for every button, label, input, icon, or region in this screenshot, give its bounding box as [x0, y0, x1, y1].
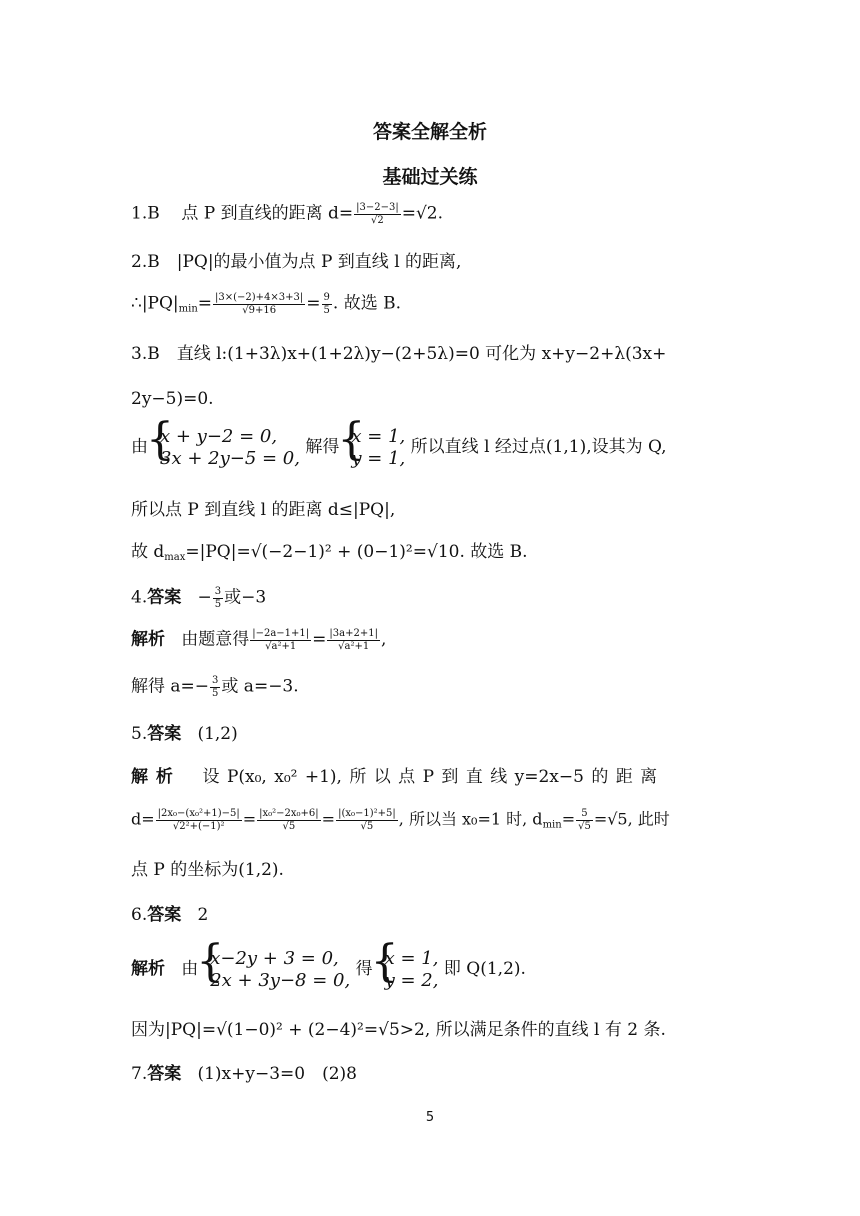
page-title: 答案全解全析: [372, 121, 487, 143]
q2-line2: $\therefore|PQ|_{min}=$ $\frac{|3\times(-2)+4\times 3+3|}{√9+16}$ = $\frac{9}{5}$ . 故选 B.: [131, 292, 402, 316]
q5-formula-line: d= $\frac{\text{|2x₀−(x₀²+1)−5|}}{\text{√2²+(−1)²}}$ = $\frac{\text{|x₀²−2x₀+6|}}{√5}$ = $\frac{\text{|(x₀−1)²+5|}}{√5}$ , 所以当 x₀=1 时, $d_{min}=$ $\frac{5}{√5}$ =√5, 此时: [131, 808, 670, 832]
q1-text: 点 P 到直线的距离 d=: [181, 203, 354, 224]
q6-solution-system: { x = 1, y = 2,: [373, 948, 439, 991]
q4-result-line: 解得 a=− $\frac{3}{5}$ 或 a=−3.: [131, 675, 299, 699]
q3-line3: 由 { x + y−2 = 0, 3x + 2y−5 = 0, 解得 { x = 1, y = 1, 所以直线 l 经过点(1,1),设其为 Q,: [131, 426, 667, 469]
q7-answer-line: 7.答案 (1)x+y−3=0 (2)8: [131, 1064, 357, 1084]
q6-answer-line: 6.答案 2: [131, 905, 209, 925]
q6-analysis-line: 解析 由 { x−2y + 3 = 0, 2x + 3y−8 = 0, 得 { x = 1, y = 2, 即 Q(1,2).: [131, 948, 526, 991]
q4-answer-fraction: $\frac{3}{5}$: [214, 586, 222, 610]
q4-answer-line: 4.答案 − $\frac{3}{5}$ 或−3: [131, 586, 267, 610]
q5-fraction-3: $\frac{\text{|(x₀−1)²+5|}}{√5}$: [338, 808, 396, 832]
q6-result-line: 因为|PQ|=√(1−0)² + (2−4)²=√5>2, 所以满足条件的直线 l 有 2 条.: [131, 1020, 666, 1040]
q5-result-line: 点 P 的坐标为(1,2).: [131, 860, 284, 880]
q2-fraction: $\frac{|3\times(-2)+4\times 3+3|}{√9+16}$: [215, 292, 304, 316]
q5-fraction-2: $\frac{\text{|x₀²−2x₀+6|}}{√5}$: [259, 808, 319, 832]
q6-answer-label: 答案: [147, 905, 182, 925]
q4-analysis-line: 解析 由题意得 $\frac{|-2a-1+1|}{\text{√a²+1}}$ = $\frac{|3a+2+1|}{\text{√a²+1}}$ ,: [131, 628, 387, 652]
q5-analysis-label: 解 析: [131, 767, 173, 787]
q4-result-fraction: $\frac{3}{5}$: [212, 675, 219, 699]
q3-line4: 所以点 P 到直线 l 的距离 d≤|PQ|,: [131, 500, 396, 520]
section-subtitle: 基础过关练: [382, 166, 478, 188]
q6-equation-system: { x−2y + 3 = 0, 2x + 3y−8 = 0,: [198, 948, 350, 991]
q3-solution-system: { x = 1, y = 1,: [339, 426, 405, 469]
q1-label: 1.B: [131, 203, 160, 224]
q5-fraction-4: $\frac{5}{√5}$: [578, 808, 591, 832]
q5-answer-line: 5.答案 (1,2): [131, 724, 238, 744]
q3-line1: 3.B 直线 l:(1+3λ)x+(1+2λ)y−(2+5λ)=0 可化为 x+y−2+λ(3x+: [131, 344, 667, 364]
q3-line5: 故 $d_{max}=|PQ|=√(-2-1)^2 + (0-1)^2=√10$. 故选 B.: [131, 542, 528, 563]
q5-analysis-line: 解 析 设 P(x₀, x₀² +1), 所 以 点 P 到 直 线 y=2x−5 的 距 离: [131, 767, 658, 787]
q4-fraction-right: $\frac{|3a+2+1|}{\text{√a²+1}}$: [329, 628, 378, 652]
q5-fraction-1: $\frac{\text{|2x₀−(x₀²+1)−5|}}{\text{√2²+(−1)²}}$: [157, 808, 240, 832]
q5-answer-label: 答案: [147, 724, 182, 744]
q1-line: [131, 202, 443, 226]
q1-fraction: $\frac{|3-2-3|}{√2}$: [356, 202, 399, 226]
q2-line1: 2.B |PQ|的最小值为点 P 到直线 l 的距离,: [131, 252, 462, 272]
q6-analysis-label: 解析: [131, 959, 165, 980]
q4-analysis-label: 解析: [131, 629, 165, 650]
q2-fraction-result: $\frac{9}{5}$: [323, 292, 330, 316]
q4-fraction-left: $\frac{|-2a-1+1|}{\text{√a²+1}}$: [252, 628, 310, 652]
q1-result: =√2.: [401, 203, 444, 224]
q7-answer-label: 答案: [147, 1064, 182, 1084]
page-number: 5: [425, 1110, 435, 1125]
q4-answer-label: 答案: [147, 587, 182, 608]
q3-equation-system: { x + y−2 = 0, 3x + 2y−5 = 0,: [148, 426, 300, 469]
q3-line2: 2y−5)=0.: [131, 389, 214, 409]
